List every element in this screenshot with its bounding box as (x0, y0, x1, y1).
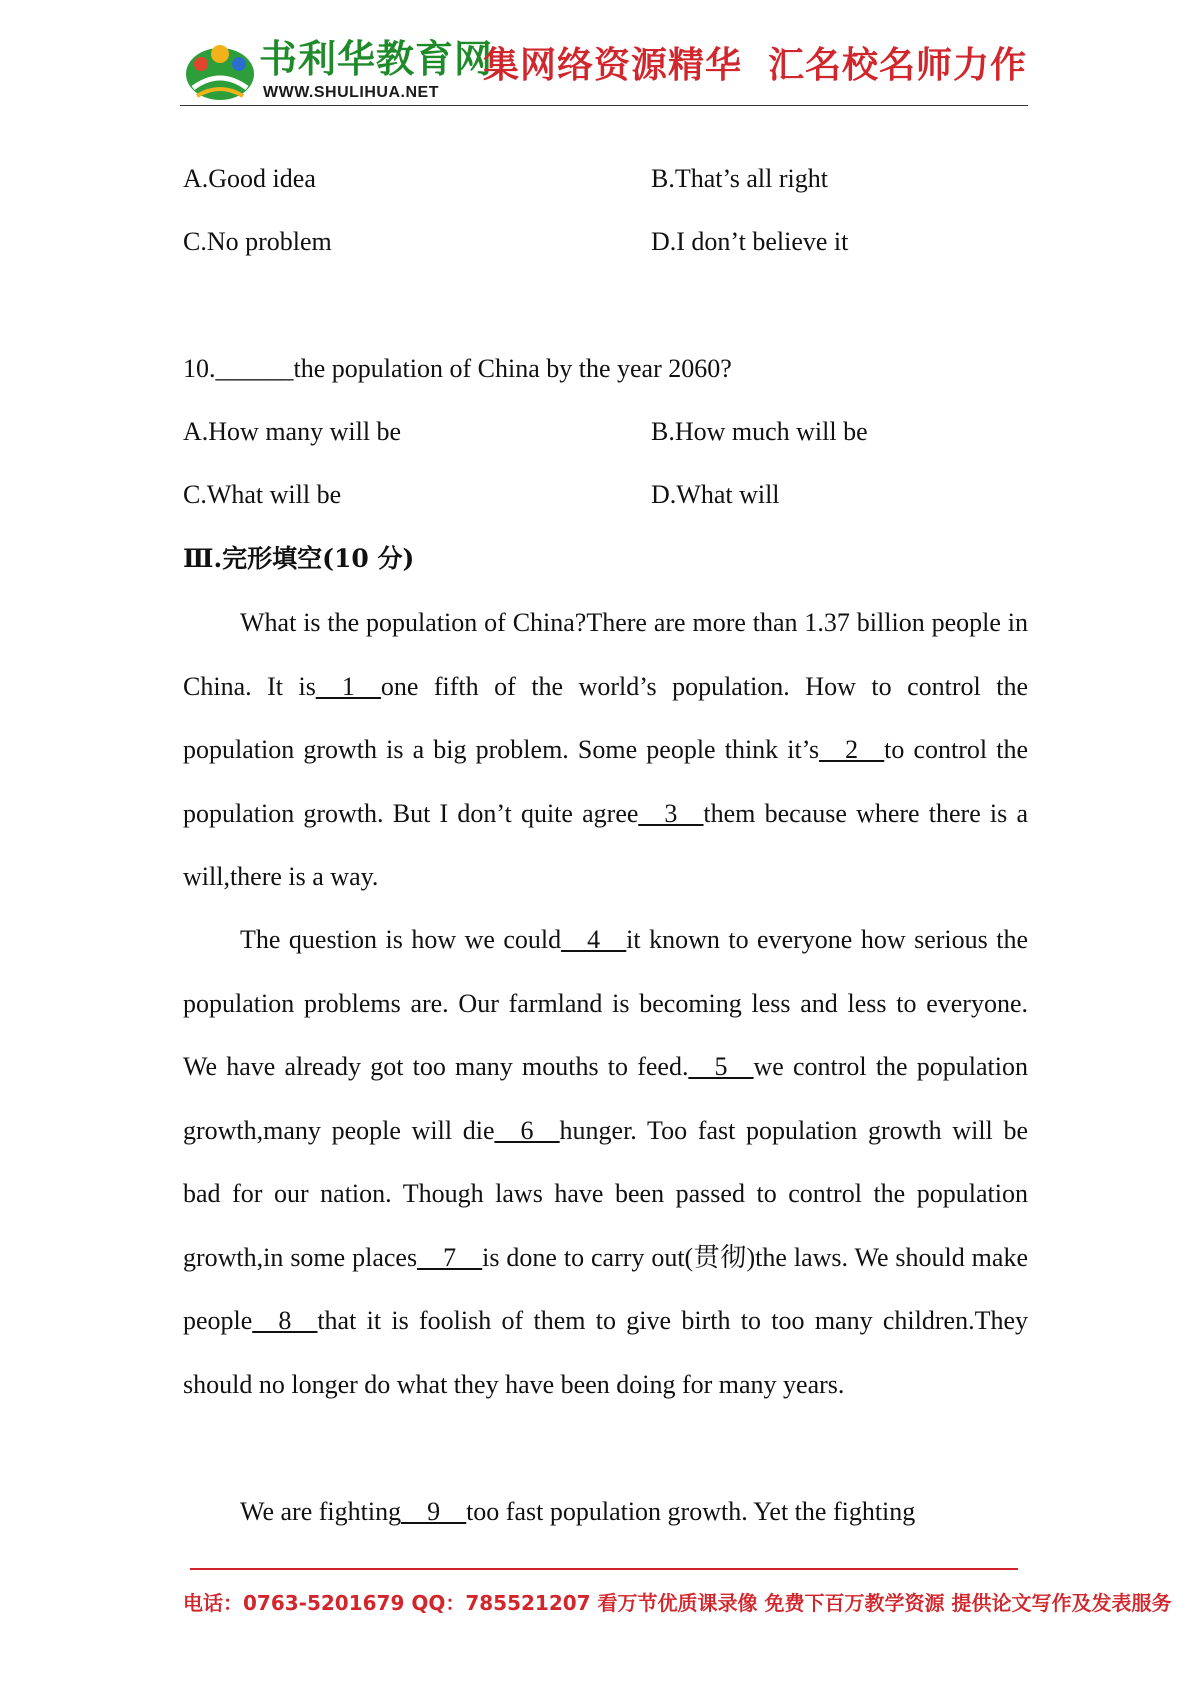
cloze-blank-5: __5__ (688, 1052, 754, 1081)
cloze-text: that it is foolish of them to give birth to too many children.They should no longer do what they have been doing for many years. (183, 1306, 1028, 1399)
cloze-blank-1: __1__ (315, 671, 381, 701)
cloze-paragraph-2 (183, 908, 1028, 1416)
q9-option-c: C.No problem (183, 227, 332, 256)
footer-divider (190, 1568, 1018, 1570)
cloze-blank-3: __3__ (638, 798, 704, 828)
cloze-text: too fast population growth. Yet the fighting (466, 1497, 916, 1526)
brand-name: 书利华教育网 (259, 37, 494, 81)
q10-option-c: C.What will be (183, 480, 342, 509)
section-title: Ⅲ.完形填空(10 分) (183, 544, 415, 573)
cloze-text: them because where there is a will,there is a way. (183, 798, 1028, 891)
header-divider (180, 105, 1028, 106)
slogan-part-2: 汇名校名师力作 (768, 45, 1028, 86)
q9-option-b: B.That’s all right (651, 164, 828, 193)
q10-option-d: D.What will (651, 480, 780, 509)
q10-stem: 10.______the population of China by the year 2060? (183, 354, 732, 383)
cloze-blank-4: __4__ (561, 925, 627, 954)
slogan-part-1: 集网络资源精华 (483, 45, 743, 86)
cloze-paragraph-3 (183, 1480, 1028, 1544)
cloze-text: it known to everyone how serious the population problems are. Our farmland is becoming less and less to everyone. We have already got too many mouths to feed. (183, 925, 1028, 1081)
footer-contact: 电话：0763-5201679 QQ：785521207 看万节优质课录像 免费下百万教学资源 提供论文写作及发表服务 (183, 1591, 1172, 1615)
cloze-text: we control the population growth,many people will die (183, 1052, 1028, 1145)
page-header (183, 18, 1028, 108)
cloze-text: hunger. Too fast population growth will be bad for our nation. Though laws have been passed to control the population growth,in some places (183, 1115, 1029, 1272)
cloze-text: The question is how we could (240, 925, 562, 954)
shulihua-logo-icon (183, 32, 257, 102)
cloze-text: is done to carry out(贯彻)the laws. We should make people (183, 1242, 1028, 1335)
q10-option-b: B.How much will be (651, 417, 868, 446)
cloze-text: We are fighting (240, 1497, 402, 1526)
cloze-text: to control the population growth. But I don’t quite agree (183, 735, 1028, 828)
brand-url: WWW.SHULIHUA.NET (263, 84, 439, 101)
cloze-text: What is the population of China?There are more than 1.37 billion people in China. It is (183, 608, 1028, 701)
q10-option-a: A.How many will be (183, 417, 402, 446)
cloze-blank-2: __2__ (819, 735, 885, 764)
cloze-blank-6: __6__ (494, 1115, 560, 1145)
q9-option-d: D.I don’t believe it (651, 227, 849, 256)
cloze-text: one fifth of the world’s population. How to control the population growth is a big problem. Some people think it’s (183, 671, 1028, 764)
cloze-blank-7: __7__ (417, 1242, 483, 1272)
q9-option-a: A.Good idea (183, 164, 316, 193)
header-slogan (483, 45, 1053, 86)
cloze-blank-9: __9__ (401, 1497, 467, 1526)
cloze-paragraph-1 (183, 591, 1028, 909)
cloze-blank-8: __8__ (252, 1306, 318, 1335)
